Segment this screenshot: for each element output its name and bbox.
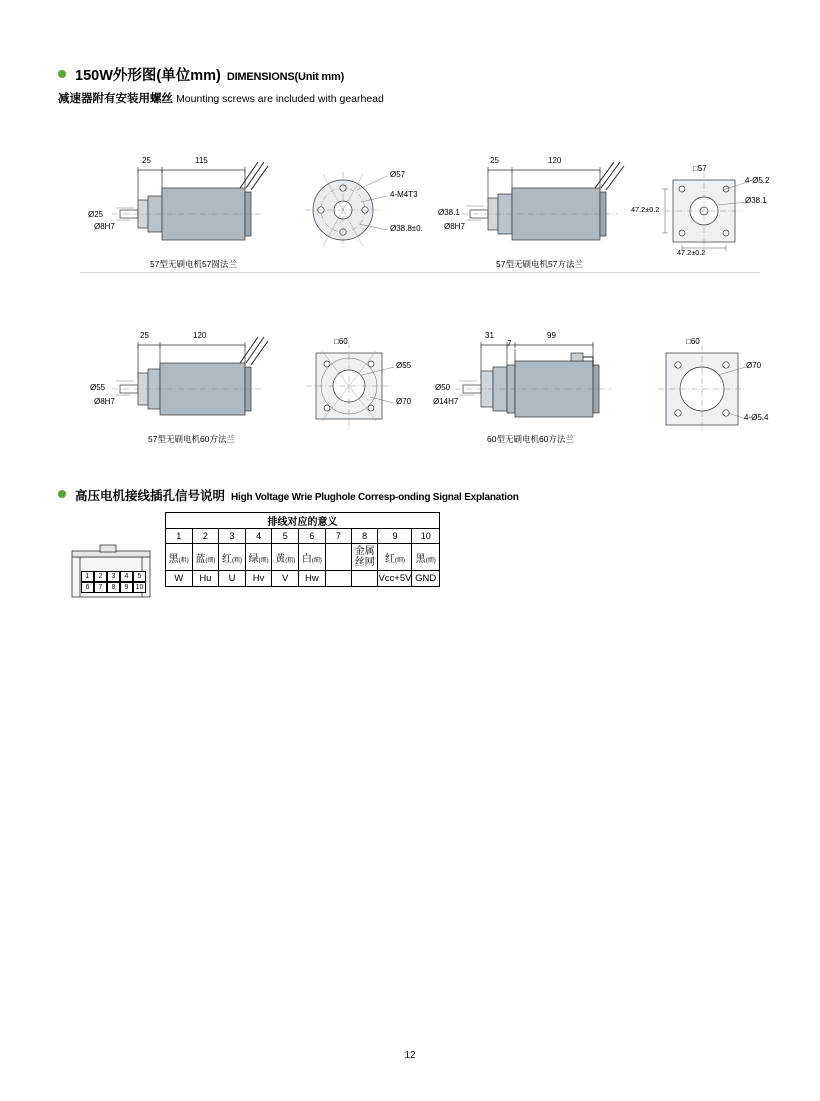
section2-en-title: High Voltage Wrie Plughole Corresp-onding Signal Explanation bbox=[231, 492, 519, 503]
label-d4-472a: 47.2±0.2 bbox=[631, 205, 660, 214]
label-d4-sq57: □57 bbox=[693, 164, 707, 173]
color-cn-5: 黄 bbox=[275, 553, 286, 565]
label-d3-25: 25 bbox=[490, 156, 499, 165]
label-d8-d70: Ø70 bbox=[746, 361, 762, 370]
row-divider-1 bbox=[80, 272, 760, 273]
section1-sub-en: Mounting screws are included with gearhead bbox=[176, 93, 384, 105]
table-num-7: 7 bbox=[325, 529, 351, 544]
drawing-57-round-flange-side bbox=[90, 150, 290, 270]
table-color-5 bbox=[272, 544, 299, 571]
section1-subline bbox=[58, 90, 384, 106]
drawing-57-round-flange-front bbox=[295, 150, 465, 260]
label-d6-d55: Ø55 bbox=[396, 361, 412, 370]
color-cn-2: 蓝 bbox=[195, 553, 206, 565]
drawing-svg-1 bbox=[90, 150, 290, 270]
table-color-9 bbox=[378, 544, 412, 571]
table-num-8: 8 bbox=[351, 529, 378, 544]
section2-cn-title: 高压电机接线插孔信号说明 bbox=[75, 489, 226, 503]
table-number-row bbox=[166, 529, 440, 544]
page-number: 12 bbox=[404, 1050, 416, 1061]
table-signal-5: V bbox=[272, 571, 299, 587]
caption-d3: 57型无刷电机57方法兰 bbox=[496, 259, 583, 269]
drawing-57-square-flange-front bbox=[631, 150, 775, 260]
drawing-60-square-flange-front-plain bbox=[650, 325, 780, 440]
table-num-10: 10 bbox=[412, 529, 440, 544]
table-num-3: 3 bbox=[219, 529, 246, 544]
drawing-57-motor-60-square-side bbox=[90, 325, 290, 445]
connector-pin-5: 5 bbox=[133, 571, 146, 582]
drawing-60-motor-60-square-side bbox=[433, 325, 643, 445]
color-note-9: (细) bbox=[394, 557, 405, 564]
caption-d1: 57型无刷电机57圆法兰 bbox=[150, 259, 237, 269]
connector-pin-4: 4 bbox=[120, 571, 133, 582]
connector-pin-3: 3 bbox=[107, 571, 120, 582]
table-signal-1: W bbox=[166, 571, 193, 587]
table-color-2 bbox=[192, 544, 219, 571]
color-cn-10: 黑 bbox=[415, 553, 426, 565]
table-signal-6: Hw bbox=[298, 571, 325, 587]
section1-en-title: DIMENSIONS(Unit mm) bbox=[226, 71, 345, 83]
table-title-row bbox=[166, 513, 440, 529]
label-d7-14h7: Ø14H7 bbox=[433, 397, 459, 406]
label-d8-d54: 4-Ø5.4 bbox=[744, 413, 769, 422]
color-note-6: (细) bbox=[311, 557, 322, 564]
connector-pin-grid bbox=[81, 571, 146, 593]
label-d1-115: 115 bbox=[195, 156, 208, 165]
table-color-7 bbox=[325, 544, 351, 571]
table-num-4: 4 bbox=[245, 529, 272, 544]
table-num-2: 2 bbox=[192, 529, 219, 544]
table-color-8: 金属丝网 bbox=[351, 544, 378, 571]
table-signal-row bbox=[166, 571, 440, 587]
table-color-4 bbox=[245, 544, 272, 571]
caption-d7: 60型无刷电机60方法兰 bbox=[487, 434, 574, 444]
label-d2-d388: Ø38.8±0. bbox=[390, 224, 423, 233]
table-color-6 bbox=[298, 544, 325, 571]
drawing-svg-5 bbox=[90, 325, 290, 445]
table-signal-4: Hv bbox=[245, 571, 272, 587]
section1-sub-cn: 减速器附有安装用螺丝 bbox=[58, 93, 173, 105]
label-d5-8h7: Ø8H7 bbox=[94, 397, 115, 406]
color-cn-3: 红 bbox=[222, 553, 233, 565]
color-cn-4: 绿 bbox=[248, 553, 259, 565]
table-color-10 bbox=[412, 544, 440, 571]
label-d5-25: 25 bbox=[140, 331, 149, 340]
label-d5-d55: Ø55 bbox=[90, 383, 106, 392]
connector-pin-7: 7 bbox=[94, 582, 107, 593]
table-num-1: 1 bbox=[166, 529, 193, 544]
table-signal-7 bbox=[325, 571, 351, 587]
table-num-9: 9 bbox=[378, 529, 412, 544]
label-d1-25: 25 bbox=[142, 156, 151, 165]
table-signal-2: Hu bbox=[192, 571, 219, 587]
table-num-6: 6 bbox=[298, 529, 325, 544]
drawing-svg-2 bbox=[295, 150, 465, 260]
table-color-1 bbox=[166, 544, 193, 571]
label-d3-8h7: Ø8H7 bbox=[444, 222, 465, 231]
label-d3-120: 120 bbox=[548, 156, 562, 165]
section-heading-wire bbox=[58, 486, 519, 504]
label-d3-d381: Ø38.1 bbox=[438, 208, 460, 217]
label-d4-d381: Ø38.1 bbox=[745, 196, 767, 205]
connector-diagram bbox=[70, 545, 152, 601]
section-heading-dimensions bbox=[58, 64, 344, 85]
connector-pin-2: 2 bbox=[94, 571, 107, 582]
bullet-icon-2 bbox=[58, 490, 66, 498]
drawing-svg-3 bbox=[448, 150, 648, 270]
connector-pin-6: 6 bbox=[81, 582, 94, 593]
label-d1-8h7: Ø8H7 bbox=[94, 222, 115, 231]
label-d6-sq60: □60 bbox=[334, 337, 348, 346]
table-signal-10: GND bbox=[412, 571, 440, 587]
bullet-icon bbox=[58, 70, 66, 78]
label-d5-120: 120 bbox=[193, 331, 207, 340]
wire-signal-table bbox=[165, 512, 440, 587]
label-d6-d70: Ø70 bbox=[396, 397, 412, 406]
label-d7-d50: Ø50 bbox=[435, 383, 451, 392]
connector-pin-9: 9 bbox=[120, 582, 133, 593]
caption-d5: 57型无刷电机60方法兰 bbox=[148, 434, 235, 444]
label-d1-d25: Ø25 bbox=[88, 210, 104, 219]
color-cn-9: 红 bbox=[384, 553, 395, 565]
section1-cn-title: 150W外形图(单位mm) bbox=[75, 68, 221, 84]
color-note-4: (细) bbox=[258, 557, 269, 564]
label-d8-sq60: □60 bbox=[686, 337, 700, 346]
color-cn-6: 白 bbox=[301, 553, 312, 565]
connector-pin-1: 1 bbox=[81, 571, 94, 582]
table-title: 排线对应的意义 bbox=[166, 513, 440, 529]
table-color-row bbox=[166, 544, 440, 571]
label-d2-m4t3: 4-M4T3 bbox=[390, 190, 418, 199]
label-d4-472b: 47.2±0.2 bbox=[677, 248, 706, 257]
label-d7-99: 99 bbox=[547, 331, 556, 340]
drawing-svg-8 bbox=[650, 325, 780, 440]
label-d4-d52: 4-Ø5.2 bbox=[745, 176, 770, 185]
label-d7-7: 7 bbox=[507, 339, 512, 348]
label-d7-31: 31 bbox=[485, 331, 494, 340]
table-signal-3: U bbox=[219, 571, 246, 587]
table-signal-9: Vcc+5V bbox=[378, 571, 412, 587]
connector-top-row bbox=[81, 571, 146, 582]
drawing-svg-4 bbox=[655, 150, 775, 260]
label-d2-d57: Ø57 bbox=[390, 170, 406, 179]
color-cn-1: 黑 bbox=[168, 553, 179, 565]
color-note-2: (细) bbox=[205, 557, 216, 564]
color-note-3: (粗) bbox=[232, 557, 243, 564]
connector-pin-10: 10 bbox=[133, 582, 146, 593]
table-num-5: 5 bbox=[272, 529, 299, 544]
drawing-57-square-flange-side bbox=[438, 150, 648, 270]
color-note-10: (细) bbox=[425, 557, 436, 564]
color-note-1: (粗) bbox=[178, 557, 189, 564]
connector-bottom-row bbox=[81, 582, 146, 593]
table-color-3 bbox=[219, 544, 246, 571]
drawing-svg-7 bbox=[443, 325, 643, 445]
table-signal-8 bbox=[351, 571, 378, 587]
connector-pin-8: 8 bbox=[107, 582, 120, 593]
color-note-5: (粗) bbox=[285, 557, 296, 564]
